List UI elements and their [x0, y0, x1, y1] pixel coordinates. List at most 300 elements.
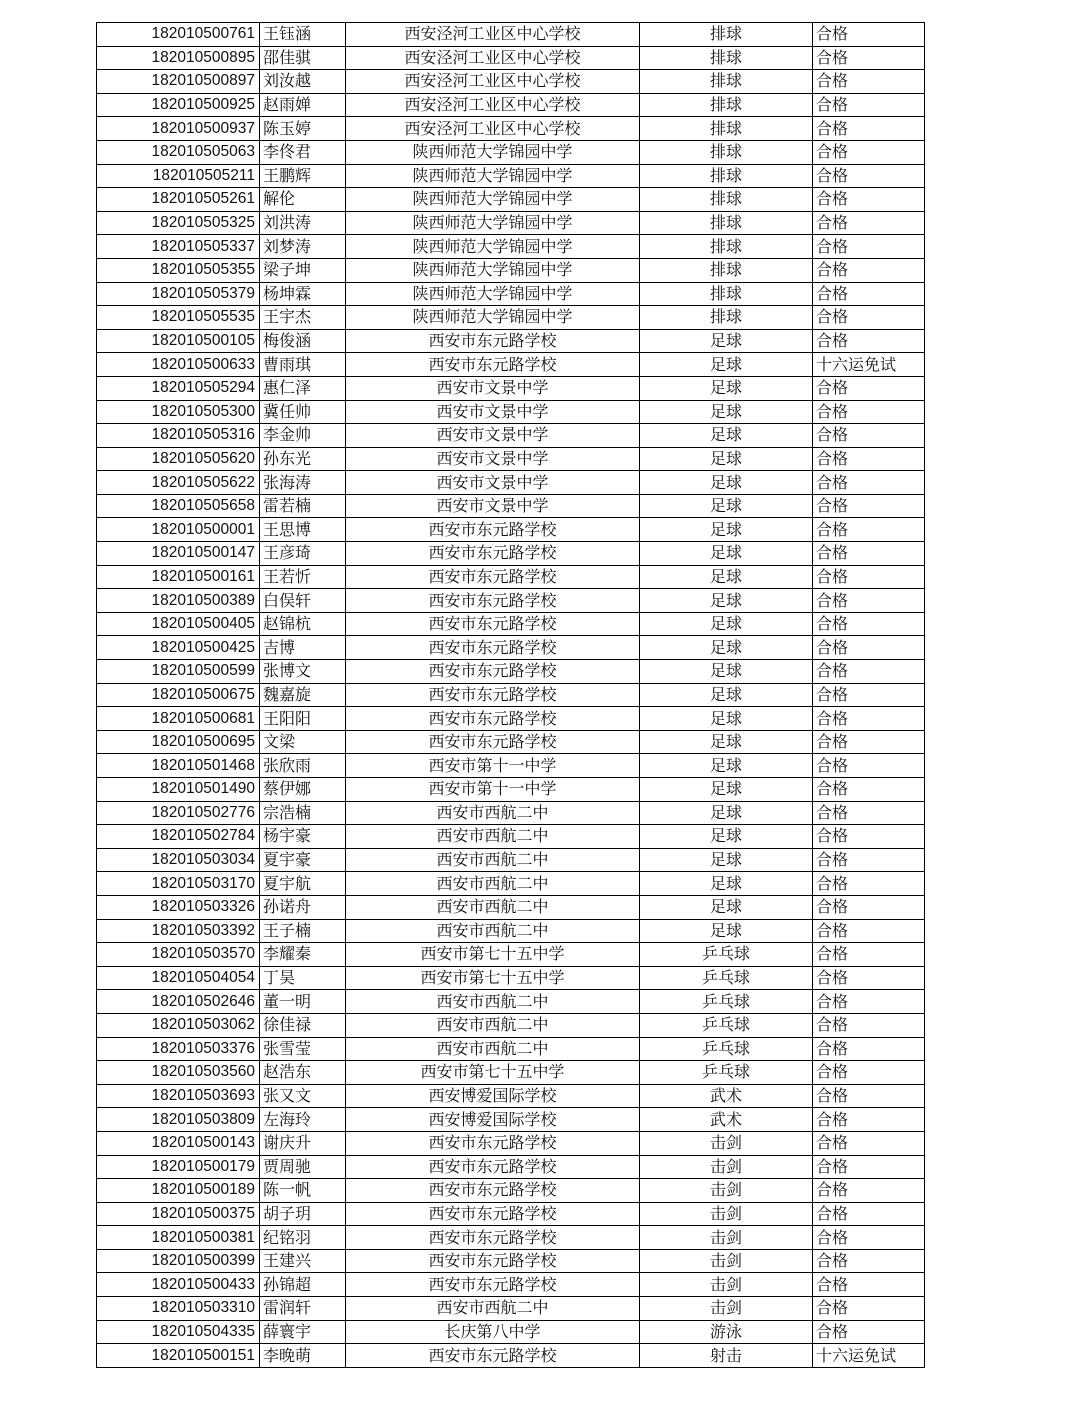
- sport-cell: 排球: [640, 306, 813, 330]
- result-cell: 合格: [813, 1155, 925, 1179]
- student-name-cell: 左海玲: [260, 1108, 346, 1132]
- table-row: [97, 188, 925, 212]
- result-cell: 合格: [813, 518, 925, 542]
- table-row: [97, 1226, 925, 1250]
- exam-number-cell: 182010500151: [97, 1344, 260, 1368]
- table-row: [97, 565, 925, 589]
- table-row: [97, 329, 925, 353]
- school-cell: 西安市东元路学校: [346, 612, 640, 636]
- result-cell: 合格: [813, 1084, 925, 1108]
- student-name-cell: 蔡伊娜: [260, 778, 346, 802]
- table-row: [97, 1179, 925, 1203]
- sport-cell: 击剑: [640, 1249, 813, 1273]
- table-row: [97, 707, 925, 731]
- exam-number-cell: 182010500389: [97, 589, 260, 613]
- exam-number-cell: 182010505355: [97, 258, 260, 282]
- exam-number-cell: 182010500695: [97, 730, 260, 754]
- sport-cell: 足球: [640, 754, 813, 778]
- result-cell: 合格: [813, 70, 925, 94]
- sport-cell: 射击: [640, 1344, 813, 1368]
- school-cell: 西安泾河工业区中心学校: [346, 93, 640, 117]
- exam-number-cell: 182010500105: [97, 329, 260, 353]
- result-cell: 合格: [813, 424, 925, 448]
- sport-cell: 足球: [640, 376, 813, 400]
- exam-number-cell: 182010503326: [97, 895, 260, 919]
- table-row: [97, 660, 925, 684]
- student-name-cell: 谢庆升: [260, 1131, 346, 1155]
- student-name-cell: 夏宇豪: [260, 848, 346, 872]
- exam-number-cell: 182010500761: [97, 23, 260, 47]
- exam-number-cell: 182010500001: [97, 518, 260, 542]
- table-row: [97, 754, 925, 778]
- student-name-cell: 冀任帅: [260, 400, 346, 424]
- sport-cell: 乒乓球: [640, 990, 813, 1014]
- result-cell: 合格: [813, 754, 925, 778]
- student-name-cell: 王鹏辉: [260, 164, 346, 188]
- student-name-cell: 李耀秦: [260, 943, 346, 967]
- school-cell: 西安市西航二中: [346, 990, 640, 1014]
- school-cell: 西安市东元路学校: [346, 1202, 640, 1226]
- table-row: [97, 494, 925, 518]
- result-cell: 合格: [813, 400, 925, 424]
- school-cell: 西安市东元路学校: [346, 707, 640, 731]
- student-name-cell: 王子楠: [260, 919, 346, 943]
- student-name-cell: 杨坤霖: [260, 282, 346, 306]
- result-cell: 合格: [813, 211, 925, 235]
- student-name-cell: 孙东光: [260, 447, 346, 471]
- exam-number-cell: 182010505622: [97, 471, 260, 495]
- sport-cell: 足球: [640, 778, 813, 802]
- school-cell: 西安市东元路学校: [346, 636, 640, 660]
- sport-cell: 足球: [640, 872, 813, 896]
- table-row: [97, 353, 925, 377]
- school-cell: 西安市西航二中: [346, 848, 640, 872]
- result-cell: 合格: [813, 966, 925, 990]
- table-row: [97, 471, 925, 495]
- table-row: [97, 306, 925, 330]
- exam-number-cell: 182010505325: [97, 211, 260, 235]
- result-cell: 合格: [813, 140, 925, 164]
- table-row: [97, 46, 925, 70]
- student-name-cell: 李晚萌: [260, 1344, 346, 1368]
- table-row: [97, 1249, 925, 1273]
- table-row: [97, 589, 925, 613]
- exam-number-cell: 182010500143: [97, 1131, 260, 1155]
- school-cell: 陕西师范大学锦园中学: [346, 306, 640, 330]
- student-name-cell: 魏嘉旋: [260, 683, 346, 707]
- school-cell: 西安市东元路学校: [346, 1131, 640, 1155]
- table-row: [97, 1320, 925, 1344]
- table-row: [97, 400, 925, 424]
- result-cell: 合格: [813, 872, 925, 896]
- school-cell: 西安市西航二中: [346, 919, 640, 943]
- exam-number-cell: 182010503034: [97, 848, 260, 872]
- exam-number-cell: 182010503170: [97, 872, 260, 896]
- school-cell: 西安市第十一中学: [346, 754, 640, 778]
- school-cell: 西安市西航二中: [346, 801, 640, 825]
- school-cell: 西安市东元路学校: [346, 1179, 640, 1203]
- sport-cell: 足球: [640, 848, 813, 872]
- table-row: [97, 447, 925, 471]
- result-cell: 合格: [813, 1320, 925, 1344]
- sport-cell: 足球: [640, 542, 813, 566]
- school-cell: 西安市西航二中: [346, 1037, 640, 1061]
- result-cell: 合格: [813, 848, 925, 872]
- result-cell: 合格: [813, 919, 925, 943]
- result-cell: 合格: [813, 825, 925, 849]
- table-row: [97, 1037, 925, 1061]
- school-cell: 西安市文景中学: [346, 447, 640, 471]
- result-cell: 合格: [813, 282, 925, 306]
- exam-number-cell: 182010503062: [97, 1013, 260, 1037]
- result-cell: 合格: [813, 471, 925, 495]
- sport-cell: 乒乓球: [640, 1061, 813, 1085]
- table-row: [97, 683, 925, 707]
- result-cell: 合格: [813, 1037, 925, 1061]
- sport-cell: 击剑: [640, 1155, 813, 1179]
- result-cell: 合格: [813, 636, 925, 660]
- result-cell: 合格: [813, 660, 925, 684]
- sport-cell: 排球: [640, 70, 813, 94]
- school-cell: 西安泾河工业区中心学校: [346, 23, 640, 47]
- sport-cell: 排球: [640, 46, 813, 70]
- result-cell: 合格: [813, 329, 925, 353]
- exam-number-cell: 182010500189: [97, 1179, 260, 1203]
- result-cell: 合格: [813, 164, 925, 188]
- sport-cell: 足球: [640, 707, 813, 731]
- exam-number-cell: 182010500675: [97, 683, 260, 707]
- student-name-cell: 曹雨琪: [260, 353, 346, 377]
- exam-number-cell: 182010500399: [97, 1249, 260, 1273]
- school-cell: 西安市文景中学: [346, 424, 640, 448]
- result-cell: 合格: [813, 1226, 925, 1250]
- student-name-cell: 陈一帆: [260, 1179, 346, 1203]
- result-cell: 合格: [813, 494, 925, 518]
- student-name-cell: 杨宇豪: [260, 825, 346, 849]
- student-name-cell: 刘洪涛: [260, 211, 346, 235]
- student-name-cell: 刘梦涛: [260, 235, 346, 259]
- result-cell: 合格: [813, 23, 925, 47]
- school-cell: 西安市东元路学校: [346, 1155, 640, 1179]
- exam-number-cell: 182010505316: [97, 424, 260, 448]
- result-cell: 合格: [813, 895, 925, 919]
- result-cell: 合格: [813, 188, 925, 212]
- student-name-cell: 张又文: [260, 1084, 346, 1108]
- result-cell: 合格: [813, 707, 925, 731]
- school-cell: 西安市西航二中: [346, 1297, 640, 1321]
- school-cell: 西安博爱国际学校: [346, 1108, 640, 1132]
- exam-number-cell: 182010500599: [97, 660, 260, 684]
- table-row: [97, 164, 925, 188]
- school-cell: 西安市东元路学校: [346, 518, 640, 542]
- student-name-cell: 孙诺舟: [260, 895, 346, 919]
- student-name-cell: 文梁: [260, 730, 346, 754]
- exam-number-cell: 182010500925: [97, 93, 260, 117]
- student-name-cell: 薛寰宇: [260, 1320, 346, 1344]
- sport-cell: 游泳: [640, 1320, 813, 1344]
- exam-number-cell: 182010500937: [97, 117, 260, 141]
- student-name-cell: 王思博: [260, 518, 346, 542]
- school-cell: 西安市第十一中学: [346, 778, 640, 802]
- table-row: [97, 1084, 925, 1108]
- school-cell: 陕西师范大学锦园中学: [346, 258, 640, 282]
- student-name-cell: 雷润轩: [260, 1297, 346, 1321]
- student-name-cell: 王阳阳: [260, 707, 346, 731]
- result-cell: 合格: [813, 730, 925, 754]
- sport-cell: 击剑: [640, 1226, 813, 1250]
- exam-number-cell: 182010504054: [97, 966, 260, 990]
- school-cell: 长庆第八中学: [346, 1320, 640, 1344]
- school-cell: 西安市文景中学: [346, 376, 640, 400]
- student-name-cell: 吉博: [260, 636, 346, 660]
- table-row: [97, 966, 925, 990]
- sport-cell: 足球: [640, 565, 813, 589]
- school-cell: 西安市西航二中: [346, 872, 640, 896]
- sport-cell: 足球: [640, 636, 813, 660]
- sport-cell: 乒乓球: [640, 1037, 813, 1061]
- exam-number-cell: 182010503310: [97, 1297, 260, 1321]
- exam-number-cell: 182010503693: [97, 1084, 260, 1108]
- table-row: [97, 117, 925, 141]
- student-name-cell: 王钰涵: [260, 23, 346, 47]
- student-name-cell: 邵佳骐: [260, 46, 346, 70]
- exam-number-cell: 182010500147: [97, 542, 260, 566]
- student-name-cell: 惠仁泽: [260, 376, 346, 400]
- exam-number-cell: 182010500381: [97, 1226, 260, 1250]
- result-cell: 合格: [813, 1061, 925, 1085]
- student-name-cell: 王彦琦: [260, 542, 346, 566]
- table-row: [97, 518, 925, 542]
- sport-cell: 足球: [640, 518, 813, 542]
- exam-number-cell: 182010503376: [97, 1037, 260, 1061]
- sport-cell: 排球: [640, 164, 813, 188]
- exam-number-cell: 182010505379: [97, 282, 260, 306]
- sport-cell: 足球: [640, 353, 813, 377]
- sport-cell: 击剑: [640, 1202, 813, 1226]
- student-name-cell: 王宇杰: [260, 306, 346, 330]
- result-cell: 合格: [813, 235, 925, 259]
- school-cell: 西安市东元路学校: [346, 589, 640, 613]
- student-name-cell: 夏宇航: [260, 872, 346, 896]
- exam-number-cell: 182010505337: [97, 235, 260, 259]
- student-name-cell: 丁昊: [260, 966, 346, 990]
- sport-cell: 足球: [640, 660, 813, 684]
- student-name-cell: 张欣雨: [260, 754, 346, 778]
- table-row: [97, 1131, 925, 1155]
- school-cell: 西安博爱国际学校: [346, 1084, 640, 1108]
- exam-number-cell: 182010503809: [97, 1108, 260, 1132]
- sport-cell: 足球: [640, 801, 813, 825]
- exam-number-cell: 182010505211: [97, 164, 260, 188]
- sport-cell: 足球: [640, 919, 813, 943]
- exam-number-cell: 182010503560: [97, 1061, 260, 1085]
- table-row: [97, 140, 925, 164]
- exam-number-cell: 182010500433: [97, 1273, 260, 1297]
- result-cell: 十六运免试: [813, 353, 925, 377]
- sport-cell: 排球: [640, 211, 813, 235]
- sport-cell: 击剑: [640, 1179, 813, 1203]
- student-name-cell: 胡子玥: [260, 1202, 346, 1226]
- sport-cell: 排球: [640, 93, 813, 117]
- results-table-body: [97, 23, 925, 1368]
- sport-cell: 乒乓球: [640, 966, 813, 990]
- table-row: [97, 258, 925, 282]
- exam-number-cell: 182010500895: [97, 46, 260, 70]
- student-name-cell: 张雪莹: [260, 1037, 346, 1061]
- table-row: [97, 93, 925, 117]
- school-cell: 陕西师范大学锦园中学: [346, 164, 640, 188]
- exam-number-cell: 182010505535: [97, 306, 260, 330]
- result-cell: 合格: [813, 943, 925, 967]
- exam-number-cell: 182010505294: [97, 376, 260, 400]
- sport-cell: 排球: [640, 258, 813, 282]
- result-cell: 合格: [813, 1179, 925, 1203]
- exam-number-cell: 182010500405: [97, 612, 260, 636]
- school-cell: 西安市文景中学: [346, 400, 640, 424]
- sport-cell: 足球: [640, 471, 813, 495]
- result-cell: 合格: [813, 1202, 925, 1226]
- exam-number-cell: 182010503392: [97, 919, 260, 943]
- school-cell: 陕西师范大学锦园中学: [346, 140, 640, 164]
- school-cell: 西安市东元路学校: [346, 542, 640, 566]
- table-row: [97, 636, 925, 660]
- exam-number-cell: 182010500161: [97, 565, 260, 589]
- exam-number-cell: 182010501490: [97, 778, 260, 802]
- result-cell: 合格: [813, 306, 925, 330]
- result-cell: 合格: [813, 801, 925, 825]
- sport-cell: 排球: [640, 140, 813, 164]
- sport-cell: 排球: [640, 117, 813, 141]
- student-name-cell: 赵锦杭: [260, 612, 346, 636]
- sport-cell: 足球: [640, 825, 813, 849]
- table-row: [97, 943, 925, 967]
- exam-number-cell: 182010502646: [97, 990, 260, 1014]
- result-cell: 合格: [813, 376, 925, 400]
- sport-cell: 武术: [640, 1108, 813, 1132]
- table-row: [97, 730, 925, 754]
- result-cell: 合格: [813, 1108, 925, 1132]
- table-row: [97, 990, 925, 1014]
- exam-number-cell: 182010500633: [97, 353, 260, 377]
- sport-cell: 击剑: [640, 1297, 813, 1321]
- result-cell: 合格: [813, 1249, 925, 1273]
- exam-number-cell: 182010503570: [97, 943, 260, 967]
- school-cell: 西安市东元路学校: [346, 353, 640, 377]
- exam-number-cell: 182010502784: [97, 825, 260, 849]
- result-cell: 十六运免试: [813, 1344, 925, 1368]
- exam-number-cell: 182010502776: [97, 801, 260, 825]
- table-row: [97, 1061, 925, 1085]
- student-name-cell: 解伦: [260, 188, 346, 212]
- table-row: [97, 424, 925, 448]
- table-row: [97, 1344, 925, 1368]
- sport-cell: 排球: [640, 235, 813, 259]
- result-cell: 合格: [813, 990, 925, 1014]
- student-name-cell: 赵雨婵: [260, 93, 346, 117]
- table-row: [97, 801, 925, 825]
- school-cell: 西安市东元路学校: [346, 1226, 640, 1250]
- result-cell: 合格: [813, 93, 925, 117]
- exam-number-cell: 182010505261: [97, 188, 260, 212]
- school-cell: 西安市东元路学校: [346, 1249, 640, 1273]
- result-cell: 合格: [813, 258, 925, 282]
- school-cell: 西安市文景中学: [346, 494, 640, 518]
- result-cell: 合格: [813, 447, 925, 471]
- sport-cell: 足球: [640, 329, 813, 353]
- school-cell: 陕西师范大学锦园中学: [346, 282, 640, 306]
- school-cell: 西安市第七十五中学: [346, 1061, 640, 1085]
- student-name-cell: 雷若楠: [260, 494, 346, 518]
- table-row: [97, 872, 925, 896]
- school-cell: 西安市东元路学校: [346, 1273, 640, 1297]
- student-name-cell: 贾周驰: [260, 1155, 346, 1179]
- school-cell: 西安市西航二中: [346, 825, 640, 849]
- result-cell: 合格: [813, 565, 925, 589]
- sport-cell: 足球: [640, 494, 813, 518]
- table-row: [97, 542, 925, 566]
- sport-cell: 排球: [640, 282, 813, 306]
- school-cell: 西安泾河工业区中心学校: [346, 70, 640, 94]
- sport-cell: 足球: [640, 447, 813, 471]
- student-name-cell: 张博文: [260, 660, 346, 684]
- table-row: [97, 778, 925, 802]
- result-cell: 合格: [813, 46, 925, 70]
- sport-cell: 武术: [640, 1084, 813, 1108]
- table-row: [97, 1297, 925, 1321]
- exam-number-cell: 182010504335: [97, 1320, 260, 1344]
- sport-cell: 排球: [640, 23, 813, 47]
- sport-cell: 足球: [640, 612, 813, 636]
- school-cell: 西安市文景中学: [346, 471, 640, 495]
- student-name-cell: 徐佳禄: [260, 1013, 346, 1037]
- school-cell: 陕西师范大学锦园中学: [346, 211, 640, 235]
- student-name-cell: 王若忻: [260, 565, 346, 589]
- sport-cell: 足球: [640, 589, 813, 613]
- school-cell: 西安市东元路学校: [346, 683, 640, 707]
- result-cell: 合格: [813, 683, 925, 707]
- exam-number-cell: 182010505063: [97, 140, 260, 164]
- exam-number-cell: 182010500681: [97, 707, 260, 731]
- result-cell: 合格: [813, 1013, 925, 1037]
- school-cell: 西安市东元路学校: [346, 329, 640, 353]
- table-row: [97, 235, 925, 259]
- table-row: [97, 1155, 925, 1179]
- student-name-cell: 纪铭羽: [260, 1226, 346, 1250]
- student-name-cell: 白俣轩: [260, 589, 346, 613]
- table-row: [97, 612, 925, 636]
- exam-number-cell: 182010505658: [97, 494, 260, 518]
- table-row: [97, 825, 925, 849]
- student-name-cell: 张海涛: [260, 471, 346, 495]
- result-cell: 合格: [813, 1297, 925, 1321]
- student-name-cell: 赵浩东: [260, 1061, 346, 1085]
- student-name-cell: 李金帅: [260, 424, 346, 448]
- student-name-cell: 董一明: [260, 990, 346, 1014]
- student-name-cell: 李佟君: [260, 140, 346, 164]
- student-name-cell: 王建兴: [260, 1249, 346, 1273]
- table-row: [97, 211, 925, 235]
- result-cell: 合格: [813, 778, 925, 802]
- exam-number-cell: 182010500179: [97, 1155, 260, 1179]
- sport-cell: 足球: [640, 683, 813, 707]
- result-cell: 合格: [813, 612, 925, 636]
- student-name-cell: 陈玉婷: [260, 117, 346, 141]
- school-cell: 西安市西航二中: [346, 895, 640, 919]
- school-cell: 陕西师范大学锦园中学: [346, 188, 640, 212]
- student-name-cell: 梁子坤: [260, 258, 346, 282]
- table-row: [97, 23, 925, 47]
- school-cell: 西安市西航二中: [346, 1013, 640, 1037]
